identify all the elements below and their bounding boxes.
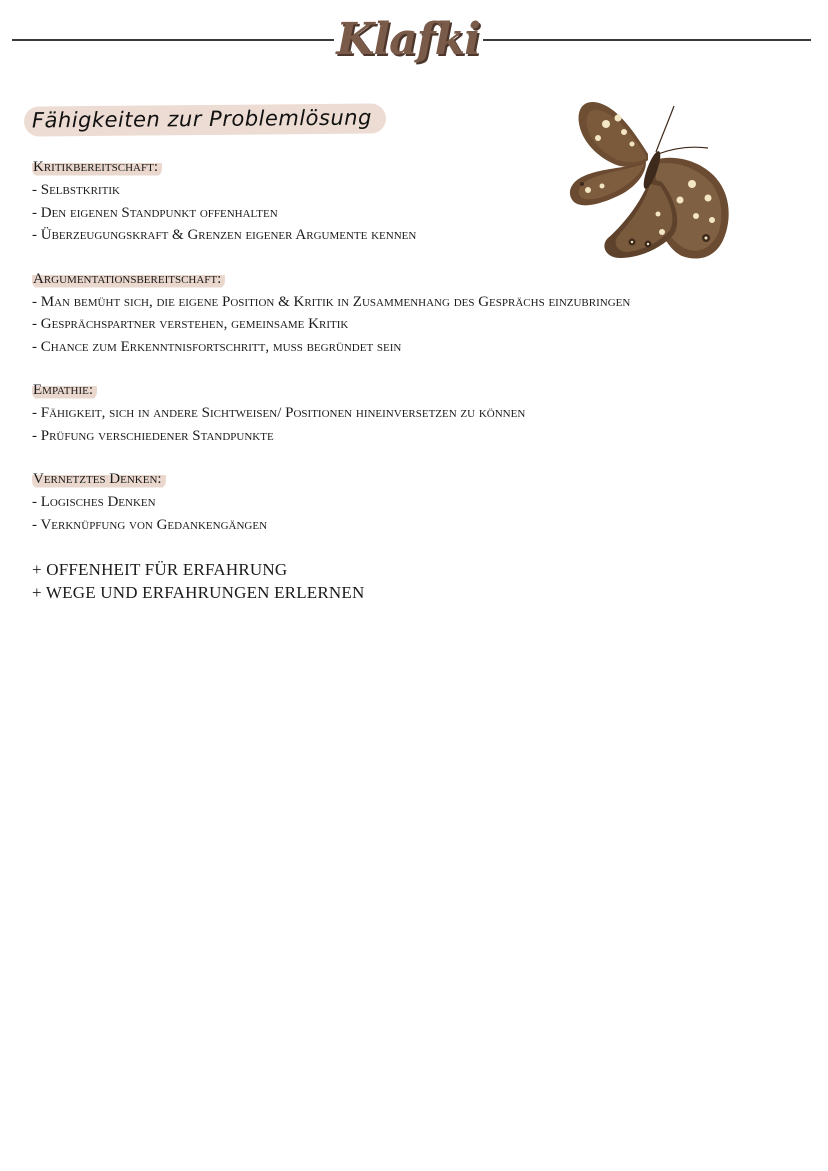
extra-item: + OFFENHEIT FÜR ERFAHRUNG: [32, 560, 288, 579]
page-title: Klafki: [336, 14, 480, 65]
list-item: - Logisches Denken: [32, 494, 156, 510]
section-subtitle: Fähigkeiten zur Problemlösung: [24, 103, 386, 136]
list-item: - Gesprächspartner verstehen, gemeinsame Kritik: [32, 316, 349, 332]
section-vernetztes-denken: [32, 469, 812, 536]
list-item: - Man bemüht sich, die eigene Position & Kritik in Zusammenhang des Gesprächs einzubringen: [32, 293, 631, 310]
section-heading: Vernetztes Denken:: [32, 469, 166, 489]
section-heading: Kritikbereitschaft:: [32, 157, 162, 177]
extra-item: + WEGE UND ERFAHRUNGEN ERLERNEN: [32, 583, 365, 602]
list-item: - Chance zum Erkenntnisfortschritt, muss begründet sein: [32, 338, 402, 355]
section-heading: Argumentationsbereitschaft:: [32, 269, 225, 289]
section-argumentationsbereitschaft: [32, 269, 812, 359]
extras-list: [32, 558, 812, 604]
header-rule-left: [12, 39, 334, 41]
section-empathie: [32, 380, 812, 447]
list-item: - Fähigkeit, sich in andere Sichtweisen/ Positionen hineinversetzen zu können: [32, 405, 526, 421]
list-item: - Verknüpfung von Gedankengängen: [32, 516, 268, 533]
section-kritikbereitschaft: [32, 157, 812, 247]
list-item: - Prüfung verschiedener Standpunkte: [32, 427, 274, 444]
section-heading: Empathie:: [32, 380, 97, 400]
header-rule-right: [483, 39, 811, 41]
content: [32, 157, 812, 604]
list-item: - Selbstkritik: [32, 182, 120, 198]
list-item: - Überzeugungskraft & Grenzen eigener Argumente kennen: [32, 227, 417, 243]
list-item: - Den eigenen Standpunkt offenhalten: [32, 204, 278, 221]
